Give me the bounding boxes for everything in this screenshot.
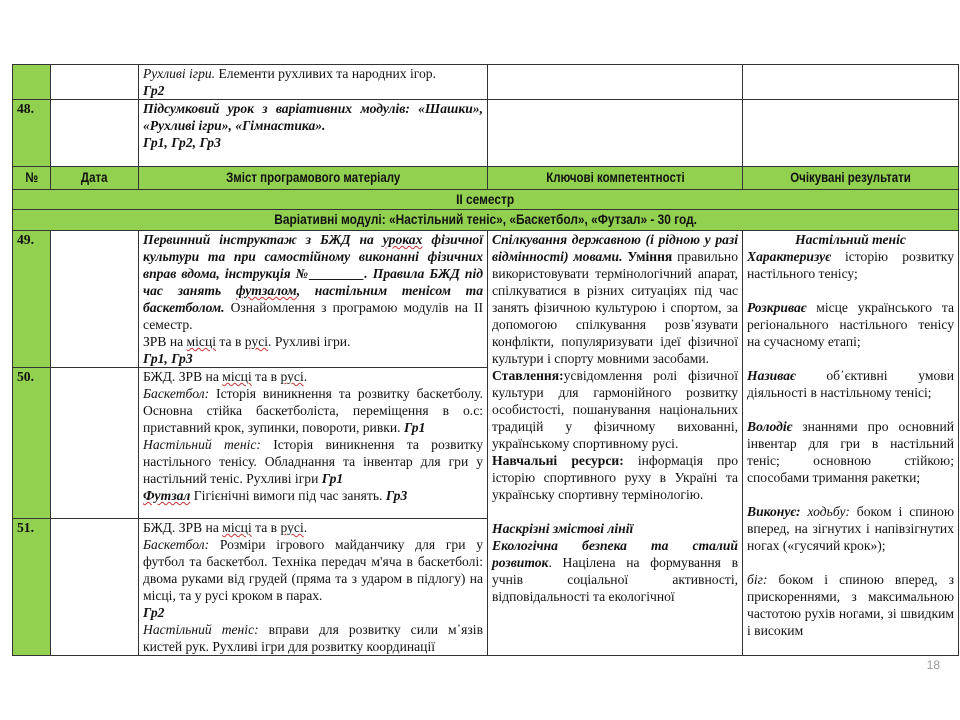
row-number: 50. bbox=[13, 368, 51, 519]
header-results-label: Очікувані результати bbox=[790, 169, 911, 185]
result-text: об᾽єктивні умови діяльності в настільному тенісі; bbox=[747, 368, 954, 400]
intro-text: Ознайомлення з програмою модулів на II семестр. bbox=[143, 300, 483, 332]
group-label: Гр2 bbox=[143, 83, 165, 98]
attitude-label: Ставлення: bbox=[492, 368, 564, 383]
header-number bbox=[13, 167, 51, 190]
modules-title bbox=[13, 210, 959, 231]
row-number-cell bbox=[13, 65, 51, 100]
bzd-part: та в bbox=[251, 520, 281, 535]
row-number: 48. bbox=[13, 100, 51, 167]
date-cell bbox=[51, 65, 139, 100]
tennis-label: Настільний теніс: bbox=[143, 622, 259, 637]
modules-row bbox=[13, 210, 959, 231]
result-sublabel: ходьбу: bbox=[800, 504, 850, 519]
competencies-cell bbox=[488, 100, 743, 167]
date-cell bbox=[51, 100, 139, 167]
basketball-label: Баскетбол: bbox=[143, 537, 210, 552]
competencies-cell bbox=[488, 65, 743, 100]
result-label: Називає bbox=[747, 368, 796, 383]
bzd-underlined: місці bbox=[222, 520, 252, 535]
result-text: боком і спиною вперед, на зігнутих і напівзігнутих ногах («гусячий крок»); bbox=[747, 504, 954, 553]
communication-text: правильно використовувати термінологічний апарат, спілкуватися в різних ситуаціях під час занять фізичною культурою і спортом, за допомогою спілкування розв᾽язувати конфлікти, популяризувати ідеї фізичної культури і спорту мовними засобами. bbox=[492, 249, 738, 366]
group-label: Гр3 bbox=[385, 488, 408, 503]
date-cell bbox=[51, 231, 139, 368]
tennis-text: Історія виникнення та розвитку настільного тенісу. Обладнання та інвентар для гри у настільний теніс. Рухливі ігри bbox=[143, 437, 483, 486]
instr-part: фізичної культури та при самостійному виконанні фізичних вправ вдома, інструкція №________. bbox=[143, 232, 483, 281]
results-cell bbox=[743, 100, 959, 167]
result-text: історію розвитку настільного тенісу; bbox=[747, 249, 954, 281]
skill-label: Уміння bbox=[622, 249, 673, 264]
results-cell bbox=[743, 231, 959, 656]
group-label: Гр1, Гр3 bbox=[143, 351, 193, 366]
modules-label: Варіативні модулі: «Настільний теніс», «Баскетбол», «Футзал» - 30 год. bbox=[274, 211, 697, 227]
bzd-underlined: місці bbox=[222, 369, 252, 384]
header-competencies-label: Ключові компетентності bbox=[545, 169, 685, 185]
row-number: 49. bbox=[13, 231, 51, 368]
content-cell bbox=[139, 519, 488, 656]
header-content-label: Зміст програмового матеріалу bbox=[225, 169, 401, 185]
result-label: Володіє bbox=[747, 419, 793, 434]
bzd-part: . bbox=[303, 369, 308, 384]
resources-label: Навчальні ресурси: bbox=[492, 453, 624, 468]
header-date-label: Дата bbox=[81, 169, 108, 185]
bzd-underlined: русі bbox=[280, 520, 304, 535]
result-label: Розкриває bbox=[747, 300, 807, 315]
instr-part: Первинний інструктаж з БЖД на bbox=[143, 232, 383, 247]
results-cell bbox=[743, 65, 959, 100]
result-text: боком і спиною вперед, з прискореннями, з максимальною частотою рухів ногами, зі швидким і високим bbox=[747, 572, 954, 638]
rules-underlined: футзалом bbox=[235, 283, 297, 298]
rules-part: Правила БЖД під час занять bbox=[143, 266, 483, 298]
instr-underlined: уроках bbox=[382, 232, 423, 247]
group-label: Гр1, Гр2, Гр3 bbox=[143, 135, 221, 150]
group-label: Гр1 bbox=[321, 471, 344, 486]
table-row-48 bbox=[13, 100, 959, 167]
semester-label: II семестр bbox=[456, 191, 515, 207]
zrv-underlined: місці bbox=[186, 334, 217, 349]
bzd-part: БЖД. ЗРВ на bbox=[143, 369, 223, 384]
futsal-text: Гігієнічні вимоги під час занять. bbox=[190, 488, 386, 503]
header-date bbox=[51, 167, 139, 190]
zrv-part: та в bbox=[216, 334, 245, 349]
content-cell bbox=[139, 368, 488, 519]
rules-part: , настільним тенісом та баскетболом. bbox=[143, 283, 484, 315]
tennis-text: вправи для розвитку сили м᾽язів кистей рук. Рухливі ігри для розвитку координації bbox=[143, 622, 483, 654]
bzd-part: БЖД. ЗРВ на bbox=[143, 520, 223, 535]
result-label: Виконує: bbox=[747, 504, 801, 519]
header-competencies bbox=[488, 167, 743, 190]
date-cell bbox=[51, 519, 139, 656]
basketball-text: Розміри ігрового майданчику для гри у футбол та баскетбол. Техніка передач м'яча в баскетболі: двома руками від грудей (пряма та з ударом в підлогу) на місці, та у русі кроком в парах. bbox=[143, 537, 483, 603]
result-sublabel: біг: bbox=[747, 572, 768, 587]
curriculum-table bbox=[12, 64, 959, 656]
cross-cutting-lines-title: Наскрізні змістові лінії bbox=[492, 521, 634, 536]
resources-text: інформація про історію спортивного руху в Україні та українську спортивну термінологію. bbox=[492, 453, 738, 502]
bzd-part: та в bbox=[251, 369, 281, 384]
games-text: Елементи рухливих та народних ігор. bbox=[215, 66, 436, 81]
content-cell bbox=[139, 231, 488, 368]
content-cell bbox=[139, 65, 488, 100]
tennis-label: Настільний теніс: bbox=[143, 437, 261, 452]
group-label: Гр2 bbox=[143, 605, 165, 620]
result-label: Характеризує bbox=[747, 249, 831, 264]
zrv-part: ЗРВ на bbox=[143, 334, 187, 349]
eco-text: . Націлена на формування в учнів соціальної активності, відповідальності та екологічної bbox=[492, 555, 738, 604]
semester-row bbox=[13, 190, 959, 210]
zrv-part: . Рухливі ігри. bbox=[268, 334, 351, 349]
header-number-label: № bbox=[25, 169, 38, 185]
table-row-49 bbox=[13, 231, 959, 368]
page-number: 18 bbox=[926, 658, 940, 672]
games-label: Рухливі ігри. bbox=[143, 66, 216, 81]
communication-label: Спілкування державною (і рідною у разі відмінності) мовами. bbox=[492, 232, 738, 264]
group-label: Гр1 bbox=[403, 420, 426, 435]
result-text: місце українського та регіонального настільного тенісу на сучасному етапі; bbox=[747, 300, 954, 349]
bzd-underlined: русі bbox=[280, 369, 304, 384]
basketball-text: Історія виникнення та розвитку баскетболу. Основна стійка баскетболіста, переміщення в о.с: приставний крок, зупинки, повороти, ривки. bbox=[143, 386, 483, 435]
semester-title bbox=[13, 190, 959, 210]
eco-label: Екологічна безпека та сталий розвиток bbox=[492, 538, 738, 570]
futsal-label: Футзал bbox=[143, 488, 191, 503]
competencies-cell bbox=[488, 231, 743, 656]
content-cell bbox=[139, 100, 488, 167]
result-text: знаннями про основний інвентар для гри в настільний теніс; основною стійкою; способами тримання ракетки; bbox=[747, 419, 954, 485]
attitude-text: усвідомлення ролі фізичної культури для гармонійного розвитку особистості, пошанування національних традицій у фізичному вихованні, українському спортивному русі. bbox=[492, 368, 738, 451]
table-row-continued bbox=[13, 65, 959, 100]
zrv-underlined: русі bbox=[244, 334, 269, 349]
header-content bbox=[139, 167, 488, 190]
summary-lesson-text: Підсумковий урок з варіативних модулів: «Шашки», «Рухливі ігри», «Гімнастика». bbox=[143, 101, 483, 133]
table-header-row bbox=[13, 167, 959, 190]
bzd-part: . bbox=[303, 520, 308, 535]
row-number: 51. bbox=[13, 519, 51, 656]
date-cell bbox=[51, 368, 139, 519]
basketball-label: Баскетбол: bbox=[143, 386, 210, 401]
results-title: Настільний теніс bbox=[795, 232, 906, 247]
header-results bbox=[743, 167, 959, 190]
